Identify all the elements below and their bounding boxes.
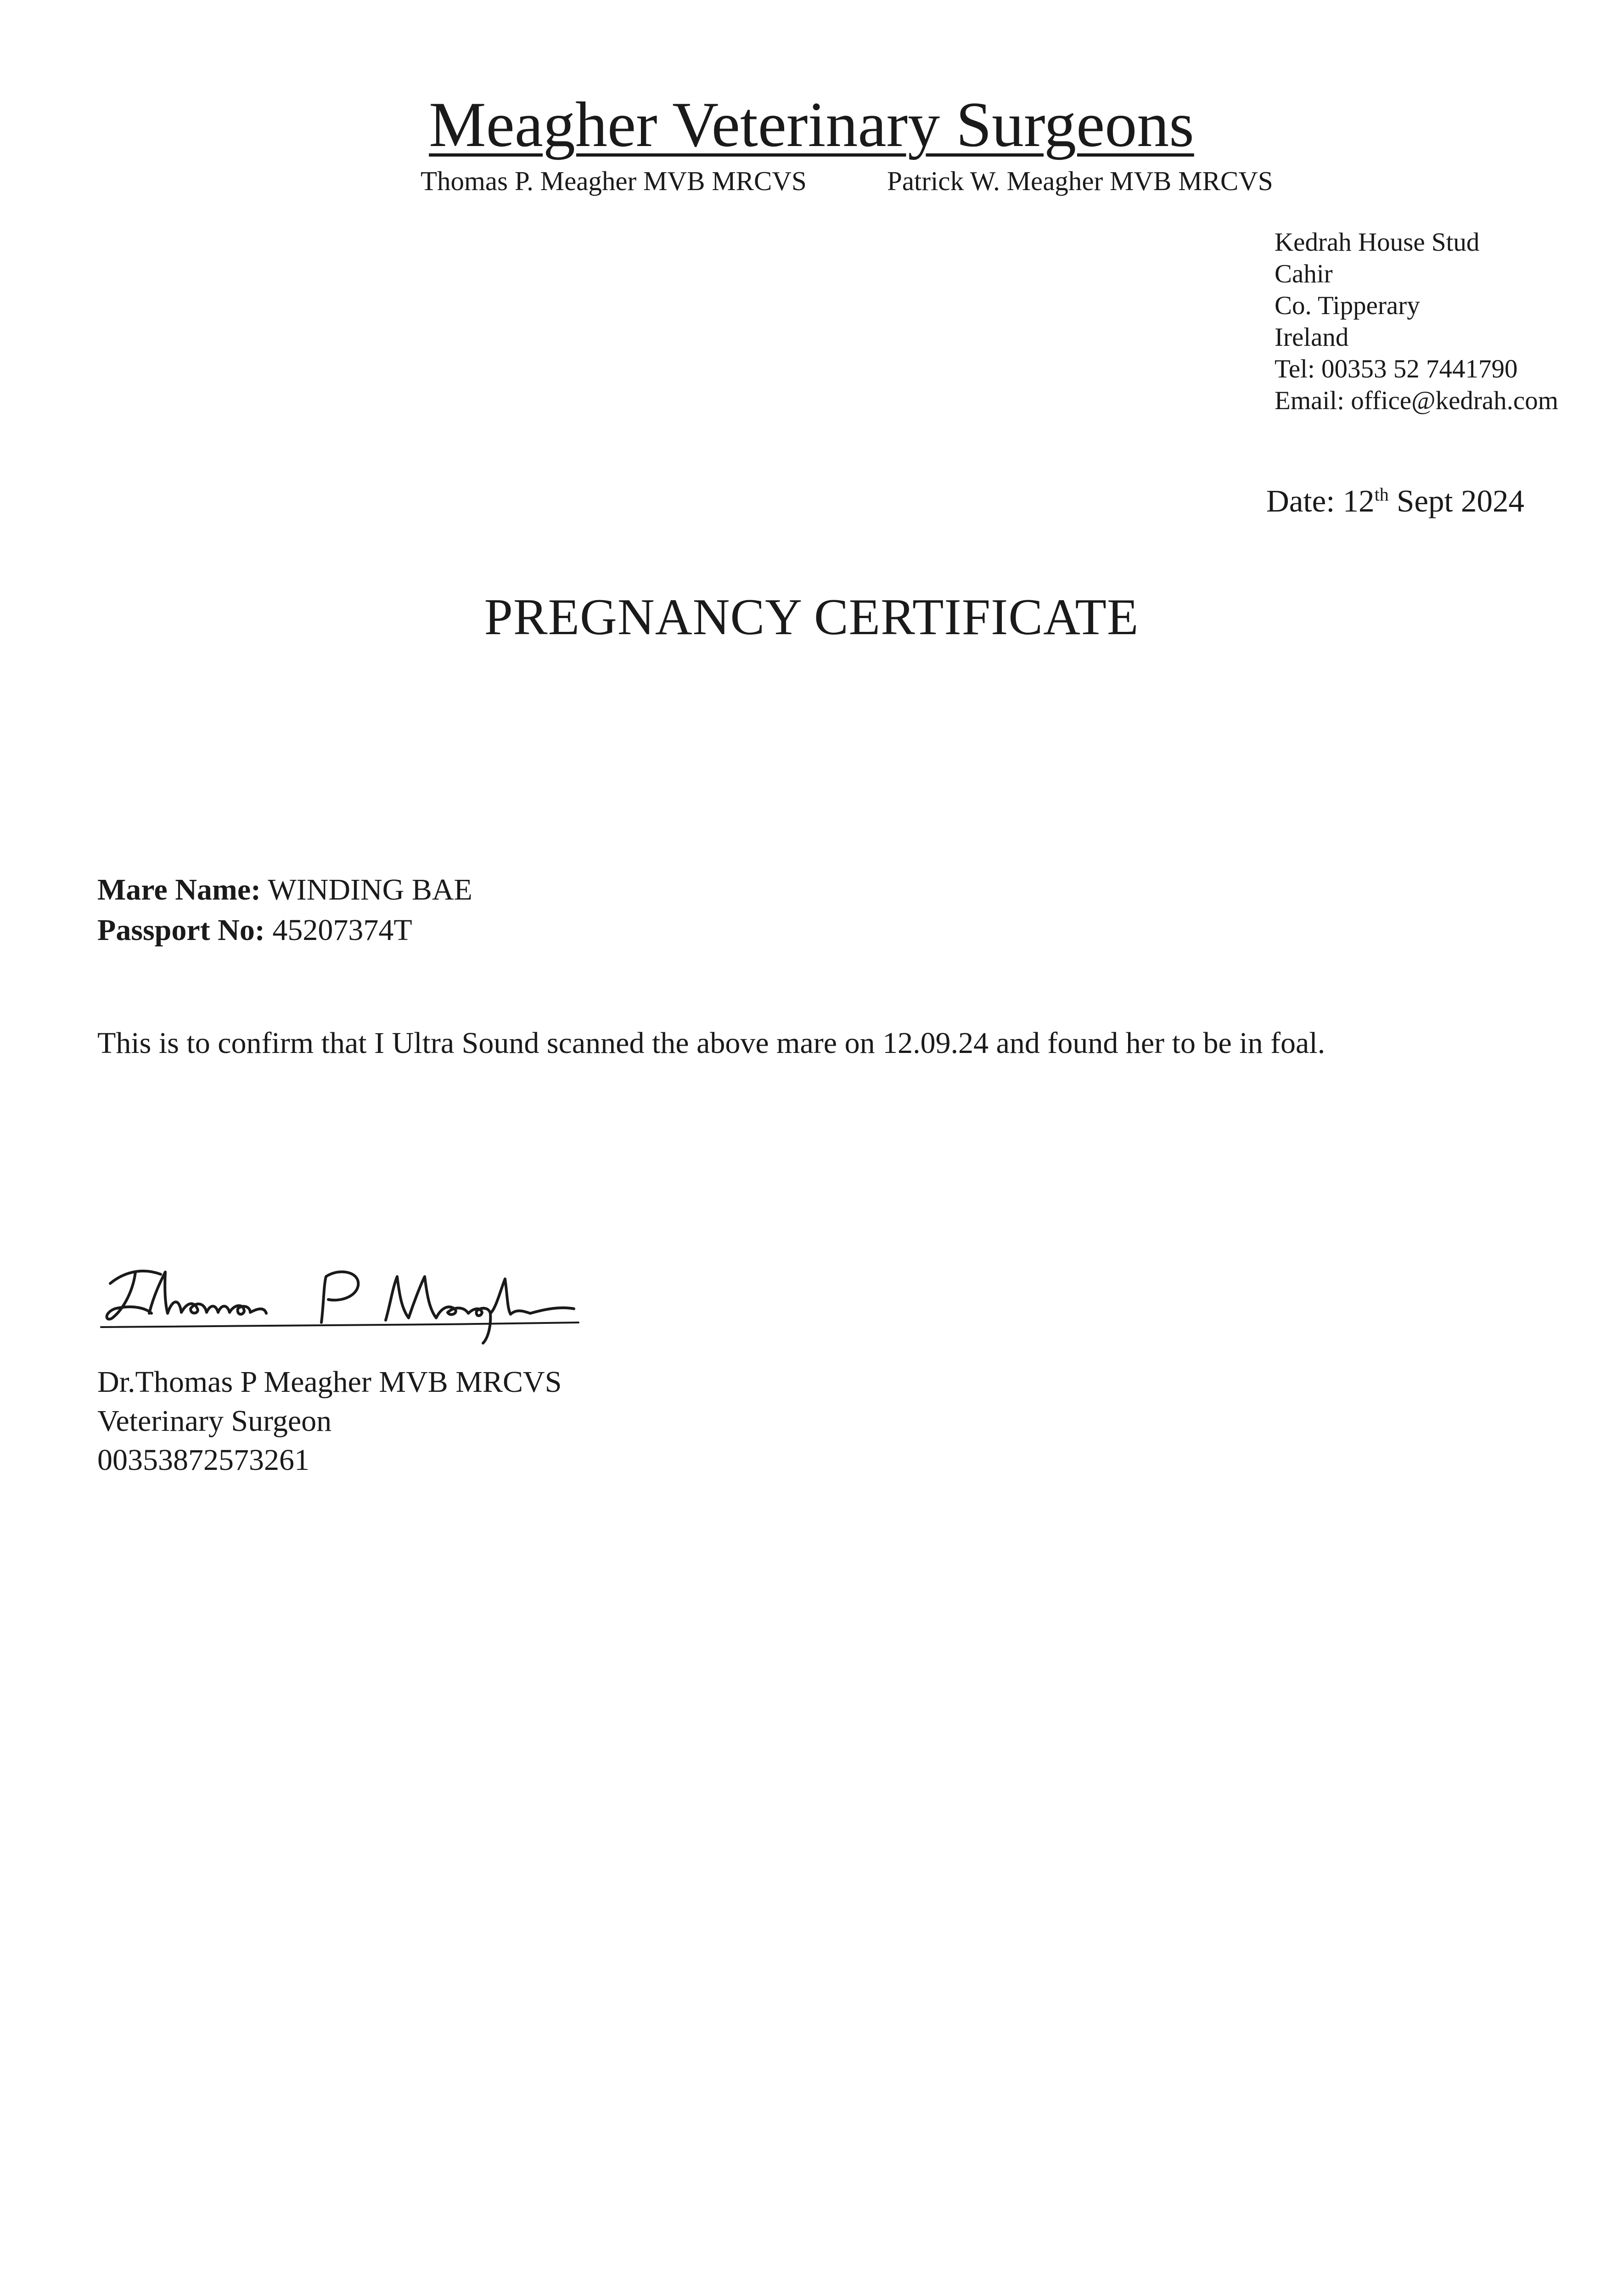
passport-label: Passport No:	[97, 913, 265, 947]
signer-phone: 00353872573261	[97, 1443, 309, 1477]
practice-address	[1275, 226, 1558, 416]
certificate-title: PREGNANCY CERTIFICATE	[484, 589, 1139, 646]
signer-block	[97, 1362, 562, 1480]
certificate-date	[1266, 483, 1524, 519]
mare-name-line	[97, 872, 472, 907]
address-telephone: Tel: 00353 52 7441790	[1275, 355, 1518, 383]
date-prefix: Date: 12	[1266, 484, 1375, 518]
address-line-stud: Kedrah House Stud	[1275, 228, 1480, 257]
mare-name-label: Mare Name:	[97, 873, 261, 906]
confirmation-statement: This is to confirm that I Ultra Sound scanned the above mare on 12.09.24 and found her to be in foal.	[97, 1026, 1325, 1060]
address-line-town: Cahir	[1275, 259, 1333, 288]
date-ordinal-suffix: th	[1374, 484, 1389, 505]
vet-name-thomas: Thomas P. Meagher MVB MRCVS	[421, 166, 807, 196]
signer-title: Veterinary Surgeon	[97, 1404, 332, 1438]
passport-line	[97, 913, 412, 948]
handwritten-signature	[92, 1240, 588, 1345]
practice-name: Meagher Veterinary Surgeons	[429, 89, 1194, 160]
address-email: Email: office@kedrah.com	[1275, 386, 1559, 415]
address-line-country: Ireland	[1275, 323, 1349, 352]
vet-name-patrick: Patrick W. Meagher MVB MRCVS	[887, 166, 1273, 196]
address-line-county: Co. Tipperary	[1275, 291, 1420, 320]
signer-name: Dr.Thomas P Meagher MVB MRCVS	[97, 1365, 562, 1399]
mare-name-value: WINDING BAE	[261, 873, 472, 906]
passport-value: 45207374T	[264, 913, 412, 947]
date-rest: Sept 2024	[1388, 484, 1524, 518]
